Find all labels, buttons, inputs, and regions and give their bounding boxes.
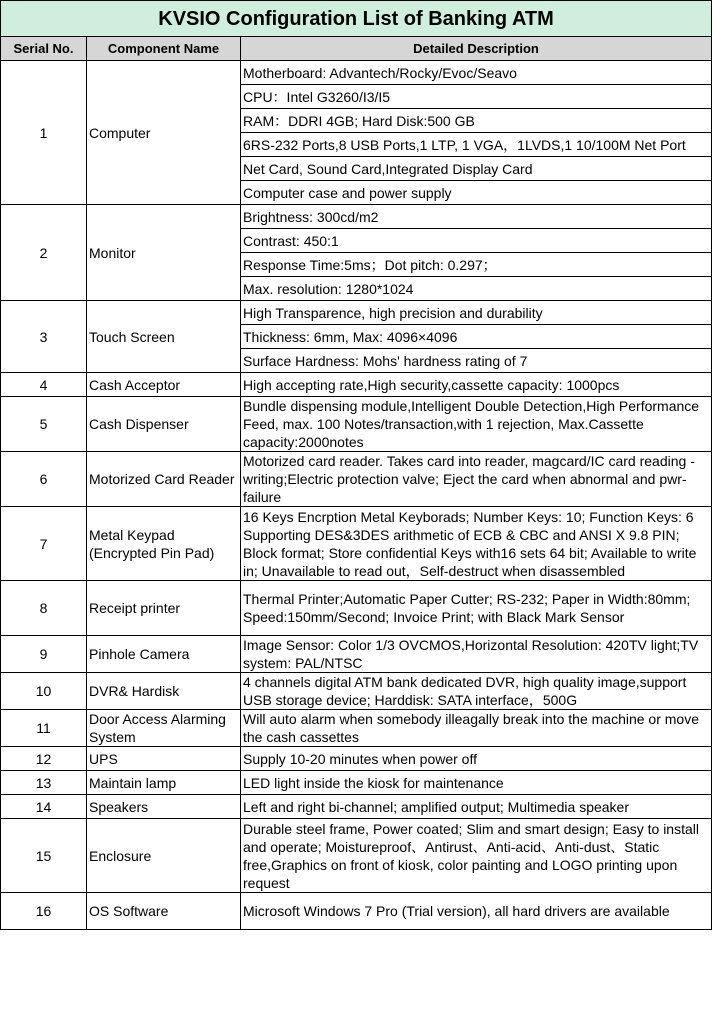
description-cell: Brightness: 300cd/m2 <box>241 205 712 229</box>
component-cell: Door Access Alarming System <box>87 710 241 747</box>
table-row <box>1 673 712 710</box>
description-cell: Motorized card reader. Takes card into reader, magcard/IC card reading - writing;Electric protection valve; Eject the card when abnormal and pwr-failure <box>241 452 712 507</box>
component-cell: Maintain lamp <box>87 771 241 795</box>
component-cell: Touch Screen <box>87 301 241 373</box>
table-row <box>1 710 712 747</box>
component-cell: DVR& Hardisk <box>87 673 241 710</box>
serial-cell: 2 <box>1 205 87 301</box>
description-cell: Will auto alarm when somebody illeagally break into the machine or move the cash cassettes <box>241 710 712 747</box>
component-cell: Cash Acceptor <box>87 373 241 397</box>
component-cell: Speakers <box>87 795 241 819</box>
component-cell: Metal Keypad (Encrypted Pin Pad) <box>87 507 241 581</box>
component-cell: UPS <box>87 747 241 771</box>
description-cell: Thickness: 6mm, Max: 4096×4096 <box>241 325 712 349</box>
serial-cell: 16 <box>1 893 87 930</box>
description-cell: Net Card, Sound Card,Integrated Display Card <box>241 157 712 181</box>
component-cell: OS Software <box>87 893 241 930</box>
table-row <box>1 819 712 893</box>
component-cell: Receipt printer <box>87 581 241 636</box>
description-cell: Image Sensor: Color 1/3 OVCMOS,Horizontal Resolution: 420TV light;TV system: PAL/NTSC <box>241 636 712 673</box>
header-description: Detailed Description <box>241 37 712 61</box>
description-cell: 4 channels digital ATM bank dedicated DVR, high quality image,support USB storage device; Harddisk: SATA interface，500G <box>241 673 712 710</box>
serial-cell: 11 <box>1 710 87 747</box>
description-cell: Response Time:5ms；Dot pitch: 0.297； <box>241 253 712 277</box>
serial-cell: 5 <box>1 397 87 452</box>
table-row <box>1 795 712 819</box>
serial-cell: 7 <box>1 507 87 581</box>
component-cell: Enclosure <box>87 819 241 893</box>
description-cell: High Transparence, high precision and durability <box>241 301 712 325</box>
serial-cell: 6 <box>1 452 87 507</box>
component-cell: Computer <box>87 61 241 205</box>
table-row <box>1 636 712 673</box>
serial-cell: 3 <box>1 301 87 373</box>
description-cell: 16 Keys Encrption Metal Keyborads; Number Keys: 10; Function Keys: 6 Supporting DES&3DES arithmetic of ECB & CBC and ANSI X 9.8 PIN; Block format; Store confidential Keys with16 sets 64 bit; Available to write in; Unavailable to read out，Self-destruct when disassembled <box>241 507 712 581</box>
description-cell: Durable steel frame, Power coated; Slim and smart design; Easy to install and operate; Moistureproof、Antirust、Anti-acid、Anti-dust、Static free,Graphics on front of kiosk, color painting and LOGO printing upon request <box>241 819 712 893</box>
table-row <box>1 397 712 452</box>
component-cell: Motorized Card Reader <box>87 452 241 507</box>
description-cell: Left and right bi-channel; amplified output; Multimedia speaker <box>241 795 712 819</box>
table-row <box>1 893 712 930</box>
description-cell: CPU：Intel G3260/I3/I5 <box>241 85 712 109</box>
description-cell: LED light inside the kiosk for maintenance <box>241 771 712 795</box>
component-cell: Pinhole Camera <box>87 636 241 673</box>
serial-cell: 1 <box>1 61 87 205</box>
description-cell: RAM：DDRI 4GB; Hard Disk:500 GB <box>241 109 712 133</box>
description-cell: Microsoft Windows 7 Pro (Trial version), all hard drivers are available <box>241 893 712 930</box>
description-cell: Computer case and power supply <box>241 181 712 205</box>
description-cell: Thermal Printer;Automatic Paper Cutter; RS-232; Paper in Width:80mm; Speed:150mm/Second; Invoice Print; with Black Mark Sensor <box>241 581 712 636</box>
table-row <box>1 301 712 325</box>
serial-cell: 15 <box>1 819 87 893</box>
table-title: KVSIO Configuration List of Banking ATM <box>1 1 712 37</box>
description-cell: Bundle dispensing module,Intelligent Double Detection,High Performance Feed, max. 100 Notes/transaction,with 1 rejection, Max.Cassette capacity:2000notes <box>241 397 712 452</box>
description-cell: Motherboard: Advantech/Rocky/Evoc/Seavo <box>241 61 712 85</box>
description-cell: 6RS-232 Ports,8 USB Ports,1 LTP, 1 VGA，1LVDS,1 10/100M Net Port <box>241 133 712 157</box>
component-cell: Cash Dispenser <box>87 397 241 452</box>
serial-cell: 13 <box>1 771 87 795</box>
description-cell: Surface Hardness: Mohs' hardness rating of 7 <box>241 349 712 373</box>
description-cell: High accepting rate,High security,cassette capacity: 1000pcs <box>241 373 712 397</box>
serial-cell: 4 <box>1 373 87 397</box>
serial-cell: 12 <box>1 747 87 771</box>
table-row <box>1 507 712 581</box>
description-cell: Supply 10-20 minutes when power off <box>241 747 712 771</box>
header-component: Component Name <box>87 37 241 61</box>
serial-cell: 10 <box>1 673 87 710</box>
table-row <box>1 581 712 636</box>
table-row <box>1 205 712 229</box>
serial-cell: 14 <box>1 795 87 819</box>
description-cell: Contrast: 450:1 <box>241 229 712 253</box>
serial-cell: 9 <box>1 636 87 673</box>
table-row <box>1 452 712 507</box>
table-row <box>1 373 712 397</box>
table-row <box>1 771 712 795</box>
serial-cell: 8 <box>1 581 87 636</box>
component-cell: Monitor <box>87 205 241 301</box>
header-serial: Serial No. <box>1 37 87 61</box>
table-row <box>1 61 712 85</box>
description-cell: Max. resolution: 1280*1024 <box>241 277 712 301</box>
table-row <box>1 747 712 771</box>
